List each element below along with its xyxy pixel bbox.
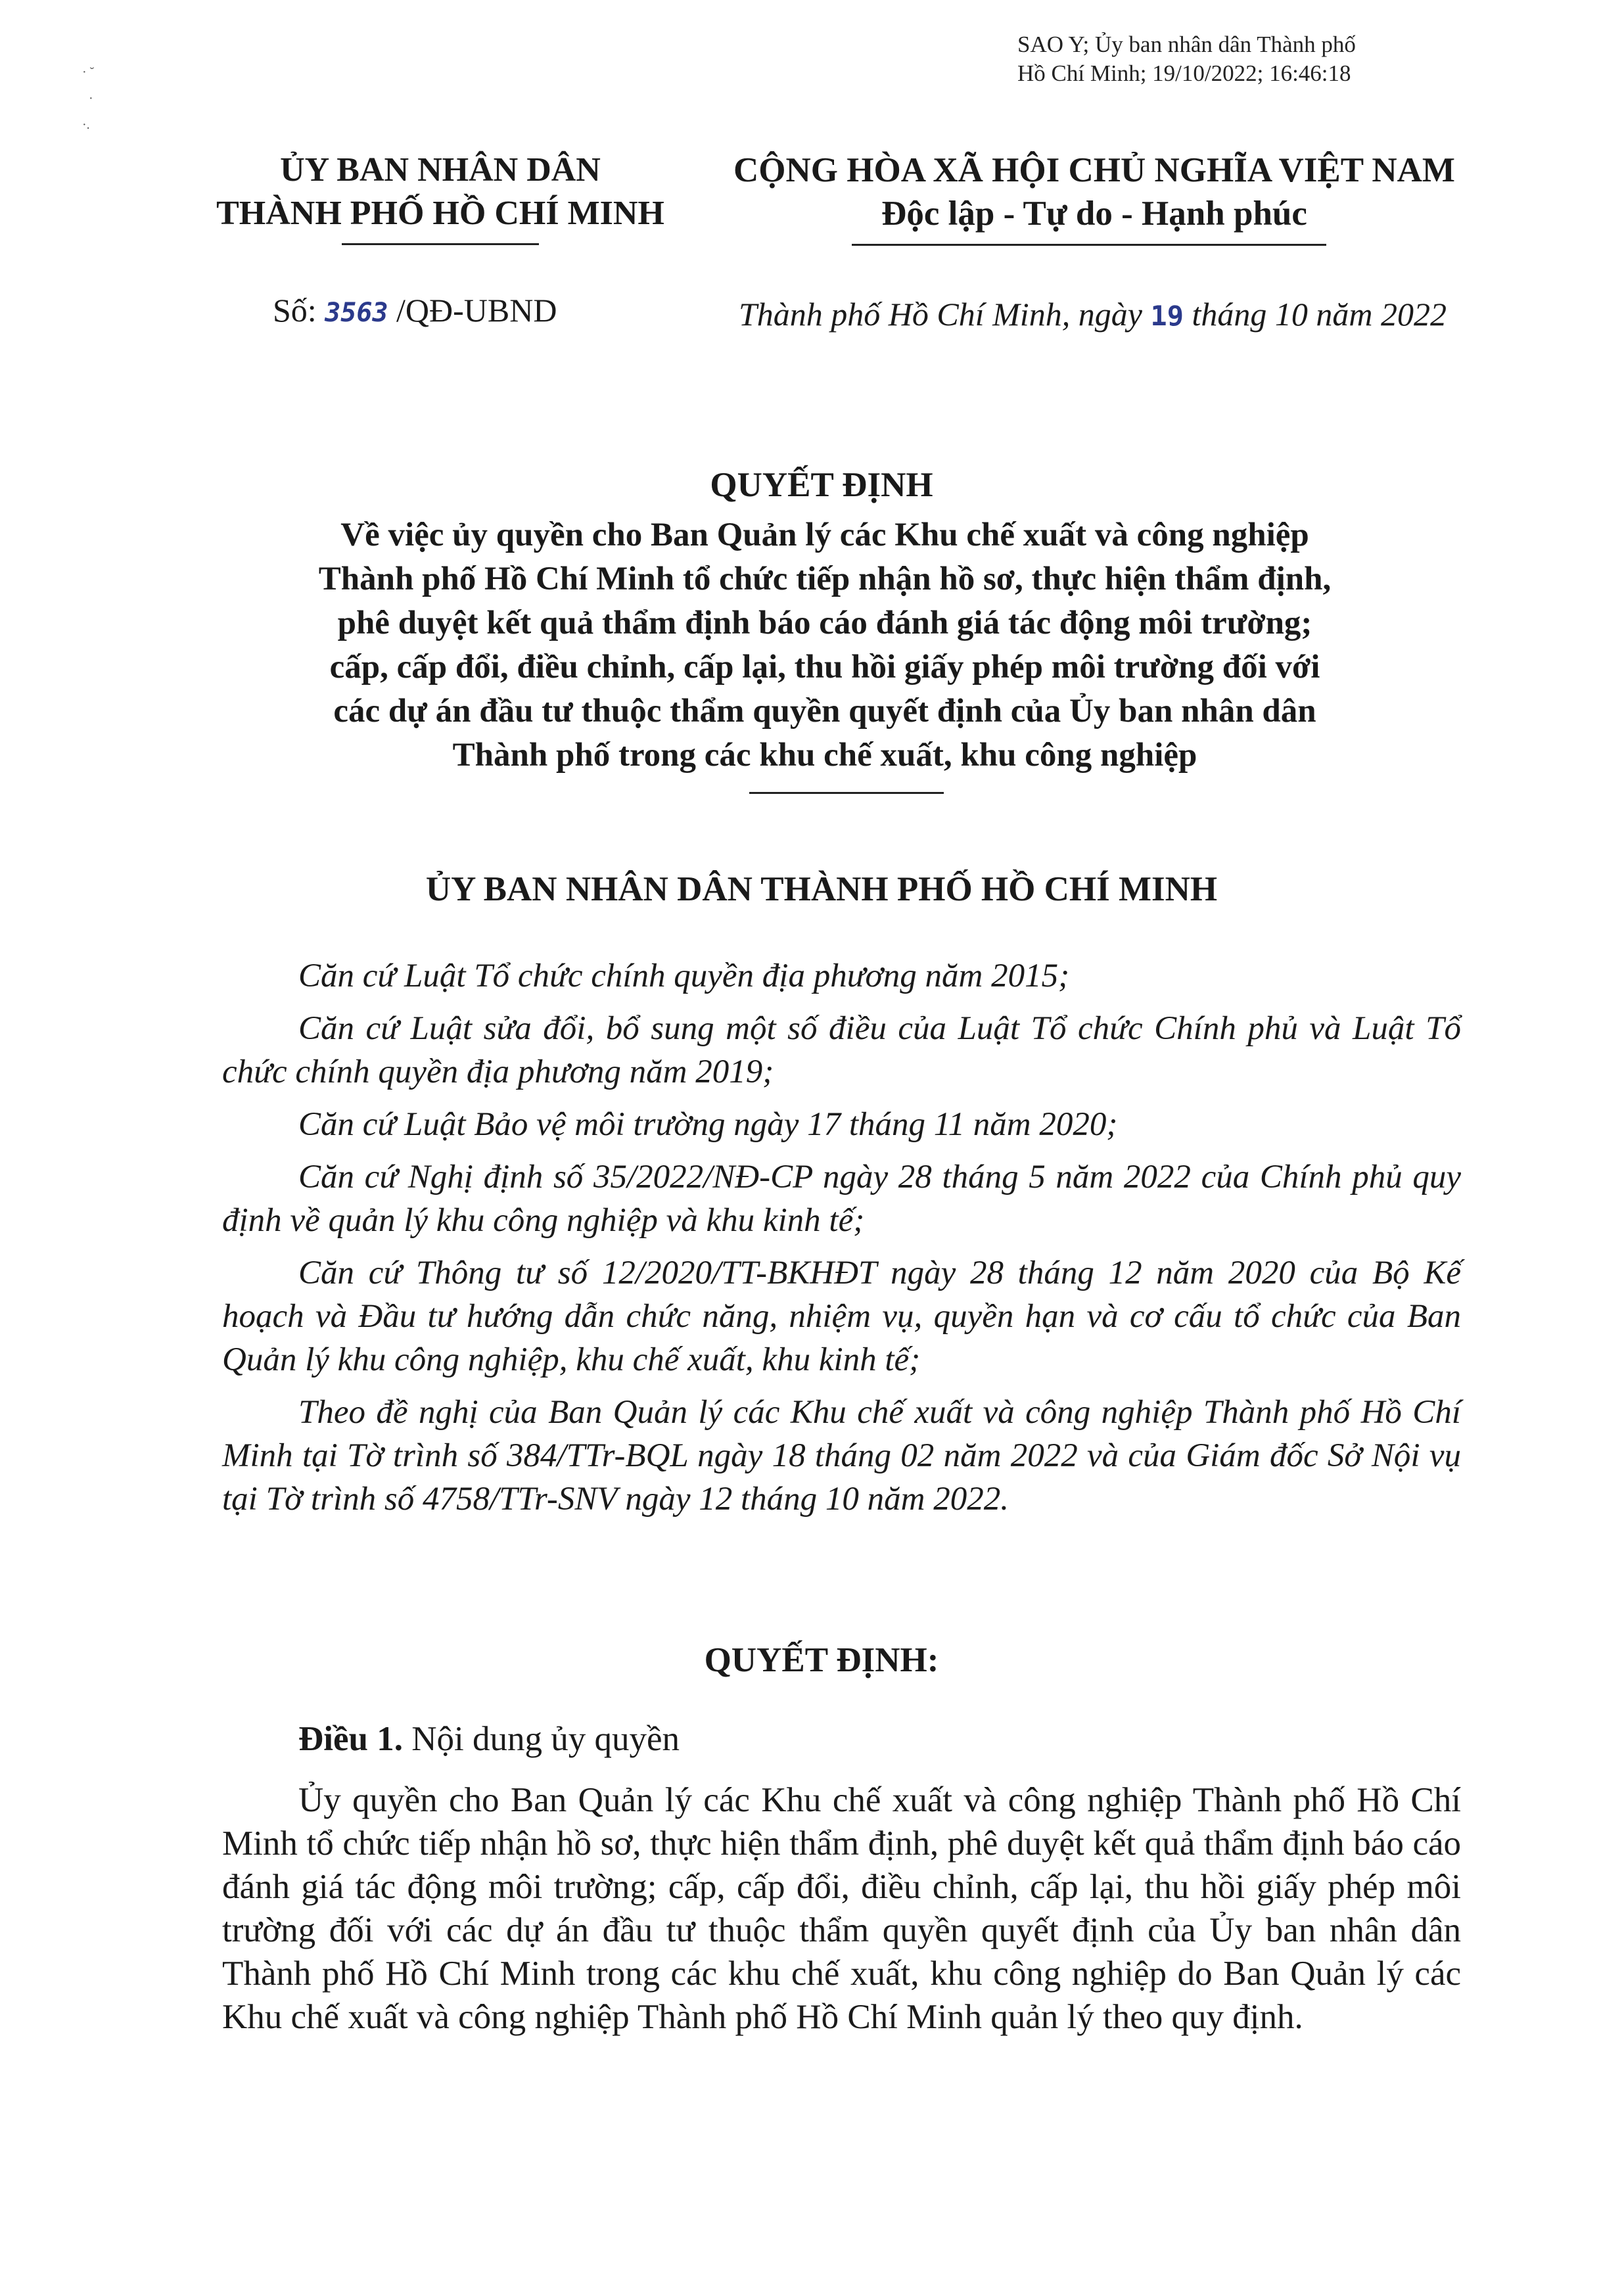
subject-line: Thành phố trong các khu chế xuất, khu công nghiệp <box>452 737 1197 774</box>
decision-heading: QUYẾT ĐỊNH: <box>704 1641 939 1679</box>
document-number <box>273 290 557 333</box>
recital: Căn cứ Luật sửa đổi, bổ sung một số điều của Luật Tổ chức Chính phủ và Luật Tổ chức chính quyền địa phương năm 2019; <box>222 1010 1461 1090</box>
subject-divider <box>749 792 944 794</box>
issue-date <box>710 294 1475 336</box>
number-prefix: Số: <box>273 292 325 329</box>
article-1-title: Nội dung ủy quyền <box>403 1720 680 1758</box>
national-title: CỘNG HÒA XÃ HỘI CHỦ NGHĨA VIỆT NAM <box>733 151 1455 189</box>
issuer-line-2: THÀNH PHỐ HỒ CHÍ MINH <box>216 195 664 232</box>
recital: Căn cứ Thông tư số 12/2020/TT-BKHĐT ngày 28 tháng 12 năm 2020 của Bộ Kế hoạch và Đầu tư hướng dẫn chức năng, nhiệm vụ, quyền hạn và cơ cấu tổ chức của Ban Quản lý khu công nghiệp, khu chế xuất, khu kinh tế; <box>222 1255 1461 1378</box>
date-suffix: tháng 10 năm 2022 <box>1183 296 1447 333</box>
subject-line: cấp, cấp đổi, điều chỉnh, cấp lại, thu hồi giấy phép môi trường đối với <box>329 649 1320 685</box>
number-suffix: /QĐ-UBND <box>388 292 557 329</box>
article-1-label: Điều 1. <box>298 1720 403 1758</box>
recital: Căn cứ Luật Bảo vệ môi trường ngày 17 tháng 11 năm 2020; <box>298 1106 1118 1143</box>
article-1-body: Ủy quyền cho Ban Quản lý các Khu chế xuất và công nghiệp Thành phố Hồ Chí Minh tổ chức tiếp nhận hồ sơ, thực hiện thẩm định, phê duyệt kết quả thẩm định báo cáo đánh giá tác động môi trường; cấp, cấp đổi, điều chỉnh, cấp lại, thu hồi giấy phép môi trường đối với các dự án đầu tư thuộc thẩm quyền quyết định của Ủy ban nhân dân Thành phố Hồ Chí Minh trong các khu chế xuất, khu công nghiệp do Ban Quản lý các Khu chế xuất và công nghiệp Thành phố Hồ Chí Minh quản lý theo quy định. <box>222 1781 1461 2036</box>
subject-line: phê duyệt kết quả thẩm định báo cáo đánh giá tác động môi trường; <box>337 605 1312 641</box>
issuing-authority: ỦY BAN NHÂN DÂN THÀNH PHỐ HỒ CHÍ MINH <box>425 870 1218 908</box>
document-title: QUYẾT ĐỊNH <box>710 466 933 504</box>
copy-stamp <box>1017 30 1477 88</box>
subject-line: các dự án đầu tư thuộc thẩm quyền quyết định của Ủy ban nhân dân <box>333 693 1316 730</box>
scan-specks: · ˘ · ·. <box>82 65 95 132</box>
issuer-line-1: ỦY BAN NHÂN DÂN <box>280 151 601 189</box>
copy-stamp-line-1: SAO Y; Ủy ban nhân dân Thành phố <box>1017 32 1356 57</box>
subject-line: Về việc ủy quyền cho Ban Quản lý các Khu chế xuất và công nghiệp <box>340 517 1309 553</box>
national-motto: Độc lập - Tự do - Hạnh phúc <box>881 195 1307 233</box>
handwritten-day: 19 <box>1150 300 1184 332</box>
date-prefix: Thành phố Hồ Chí Minh, ngày <box>739 296 1151 333</box>
issuer-underline <box>342 243 539 245</box>
motto-underline <box>852 244 1326 246</box>
recital: Căn cứ Nghị định số 35/2022/NĐ-CP ngày 28 tháng 5 năm 2022 của Chính phủ quy định về quản lý khu công nghiệp và khu kinh tế; <box>222 1159 1461 1239</box>
article-1-heading <box>298 1717 680 1761</box>
legal-bases <box>222 954 1461 1530</box>
subject-line: Thành phố Hồ Chí Minh tổ chức tiếp nhận hồ sơ, thực hiện thẩm định, <box>318 561 1332 597</box>
document-subject <box>223 513 1426 777</box>
copy-stamp-line-2: Hồ Chí Minh; 19/10/2022; 16:46:18 <box>1017 60 1351 86</box>
recital: Theo đề nghị của Ban Quản lý các Khu chế xuất và công nghiệp Thành phố Hồ Chí Minh tại Tờ trình số 384/TTr-BQL ngày 18 tháng 02 năm 2022 và của Giám đốc Sở Nội vụ tại Tờ trình số 4758/TTr-SNV ngày 12 tháng 10 năm 2022. <box>222 1394 1461 1518</box>
issuer-header <box>197 149 684 235</box>
handwritten-number: 3563 <box>325 298 388 328</box>
national-header <box>716 149 1472 235</box>
recital: Căn cứ Luật Tổ chức chính quyền địa phương năm 2015; <box>298 958 1070 994</box>
